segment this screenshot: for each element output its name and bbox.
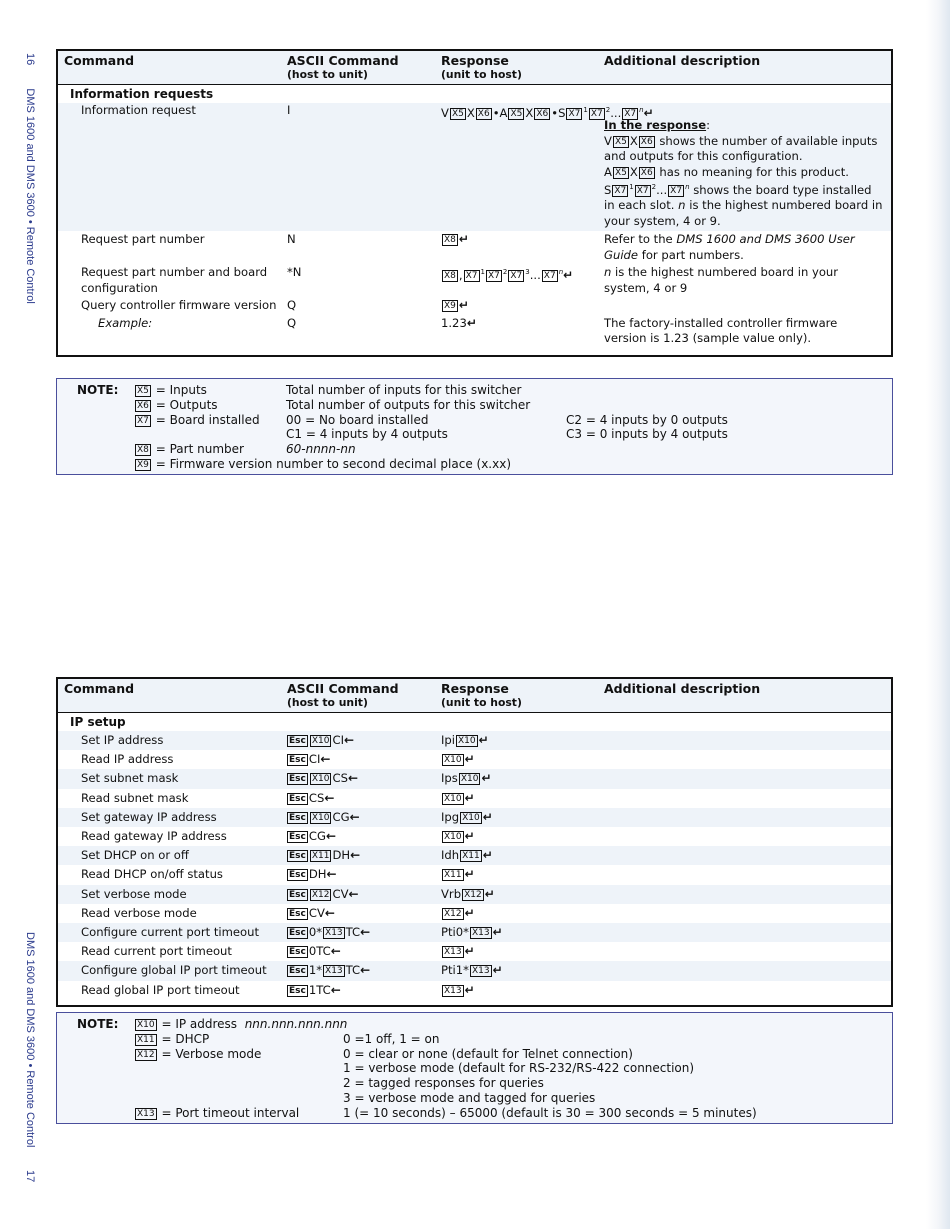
header-ascii: ASCII Command (host to unit) (287, 53, 399, 81)
page-edge-shading (926, 0, 950, 1229)
response-cell: Ipg X10 ↵ (441, 809, 493, 824)
ascii-cell: Esc X11 DH← (289, 848, 361, 863)
section-title: IP setup (70, 715, 126, 729)
header-response: Response (unit to host) (441, 53, 522, 81)
table-row: Information request I V X5 X X6 •A X5 X X6 •S X7 $^1$ X7 $^2$... X7 $^n$↵ In the response: V X5 X X6 shows the number of available inputs and outputs for this configuration. A X5 X X6 has no meaning for this product. S X7 $^1$ X7 $^2$... X7 $^n$ shows the board type installed in each slot. n is the highest numbered board in your system, 4 or 9. (58, 103, 891, 231)
ascii-cell: Esc DH← (289, 867, 337, 882)
response-cell: X10 ↵ (444, 829, 475, 844)
table-row: Request part number and board configuration *N X8 , X7 $^1$ X7 $^2$ X7 $^3$... X7 $^n$↵ n is the highest numbered board in your system, 4 or 9 (81, 265, 839, 295)
command-cell: Set gateway IP address (81, 809, 217, 824)
table-row (58, 731, 891, 750)
table-row (58, 750, 891, 769)
table-row: Example: Q 1.23↵ The factory-installed controller firmware version is 1.23 (sample value only). (98, 315, 838, 346)
response-cell: X11 ↵ (444, 867, 475, 882)
note-box-1: NOTE: X5 = Inputs Total number of inputs for this switcher X6 = Outputs Total number of outputs for this switcher X7 = Board installed 00 = No board installed C2 = 4 inputs by 0 outputs C1 = 4 inputs by 4 outputs C3 = 0 inputs by 4 outputs X8 = Part number 60-nnnn-nn X9 = Firmware version number to second decimal place (x.xx) (56, 378, 893, 475)
command-cell: Read global IP port timeout (81, 982, 240, 997)
page-number-17: 17 (24, 1170, 36, 1183)
ascii-cell: Esc CS← (289, 790, 335, 805)
command-cell: Set DHCP on or off (81, 848, 189, 863)
response-cell: Pti0* X13 ↵ (441, 925, 503, 940)
table-row (58, 827, 891, 846)
table-header (58, 51, 891, 85)
ip-rows (58, 731, 891, 1000)
table-row (58, 923, 891, 942)
table-row: Query controller firmware version Q X9 ↵ (81, 298, 469, 313)
note-box-2: NOTE: X10 = IP address nnn.nnn.nnn.nnn X11 = DHCP 0 =1 off, 1 = on X12 = Verbose mode 0 = clear or none (default for Telnet connection) 1 = verbose mode (default for RS-232/RS-422 connection) 2 = tagged responses for queries 3 = verbose mode and tagged for queries X13 = Port timeout interval 1 (= 10 seconds) – 65000 (default is 30 = 300 seconds = 5 minutes) (56, 1012, 893, 1124)
command-cell: Set IP address (81, 733, 164, 747)
table-row (58, 789, 891, 808)
ascii-cell: Esc CV← (289, 905, 335, 920)
response-cell: Vrb X12 ↵ (441, 886, 495, 901)
header-desc: Additional description (604, 53, 761, 68)
ascii-cell: Esc X10 CI← (289, 733, 355, 747)
ascii-cell: Esc 1* X13 TC← (289, 963, 371, 978)
command-cell: Configure current port timeout (81, 925, 260, 940)
command-cell: Configure global IP port timeout (81, 963, 267, 978)
running-head-text: DMS 1600 and DMS 3600 • Remote Control (24, 931, 36, 1147)
side-running-head-bottom (24, 932, 46, 1182)
page-number-16: 16 (24, 52, 36, 65)
response-cell: X10 ↵ (444, 790, 475, 805)
response-cell: X10 ↵ (444, 752, 475, 767)
command-cell: Set verbose mode (81, 886, 187, 901)
table-row (58, 961, 891, 980)
command-cell: Read IP address (81, 752, 174, 767)
table-row (58, 808, 891, 827)
response-cell: X13 ↵ (444, 944, 475, 959)
table-header: Command ASCII Command (host to unit) Response (unit to host) Additional description (58, 679, 891, 713)
response-cell: V X5 X X6 •A X5 X X6 •S X7 $^1$ X7 $^2$... X7 $^n$↵ (441, 105, 654, 120)
information-requests-table (56, 49, 893, 357)
response-cell: X13 ↵ (444, 982, 475, 997)
table-row (58, 865, 891, 884)
response-cell: Idh X11 ↵ (441, 848, 493, 863)
ascii-cell: Esc X10 CS← (289, 771, 358, 786)
side-running-head-top (24, 48, 46, 308)
command-cell: Set subnet mask (81, 771, 179, 786)
ascii-cell: Esc CG← (289, 829, 336, 844)
table-row (58, 885, 891, 904)
ascii-cell: Esc X10 CG← (289, 809, 360, 824)
command-cell: Read DHCP on/off status (81, 867, 223, 882)
running-head-text: DMS 1600 and DMS 3600 • Remote Control (24, 88, 36, 304)
command-cell: Read verbose mode (81, 905, 197, 920)
ascii-cell: Esc 0TC← (289, 944, 341, 959)
ascii-cell: Esc CI← (289, 752, 331, 767)
table-row (58, 942, 891, 961)
response-cell: Pti1* X13 ↵ (441, 963, 503, 978)
table-row (58, 769, 891, 788)
ip-setup-table (56, 677, 893, 1007)
section-title: Information requests (70, 87, 214, 101)
ascii-cell: Esc 0* X13 TC← (289, 925, 371, 940)
response-cell: X12 ↵ (444, 905, 475, 920)
command-cell: Read current port timeout (81, 944, 232, 959)
ascii-cell: Esc 1TC← (289, 982, 341, 997)
table-row (58, 846, 891, 865)
ascii-cell: Esc X12 CV← (289, 886, 359, 901)
response-cell: Ips X10 ↵ (441, 771, 492, 786)
table-row: Request part number N X8 ↵ Refer to the DMS 1600 and DMS 3600 User Guide for part numbers. (81, 232, 855, 262)
table-row (58, 904, 891, 923)
header-command: Command (64, 53, 135, 68)
command-cell: Read gateway IP address (81, 829, 227, 844)
desc-cell: In the response: V X5 X X6 shows the number of available inputs and outputs for this configuration. A X5 X X6 has no meaning for this product. S X7 $^1$ X7 $^2$... X7 $^n$ shows the board type installed in each slot. n is the highest numbered board in your system, 4 or 9. (604, 118, 883, 228)
table-row (58, 981, 891, 1000)
response-cell: Ipi X10 ↵ (441, 733, 489, 747)
command-cell: Read subnet mask (81, 790, 189, 805)
